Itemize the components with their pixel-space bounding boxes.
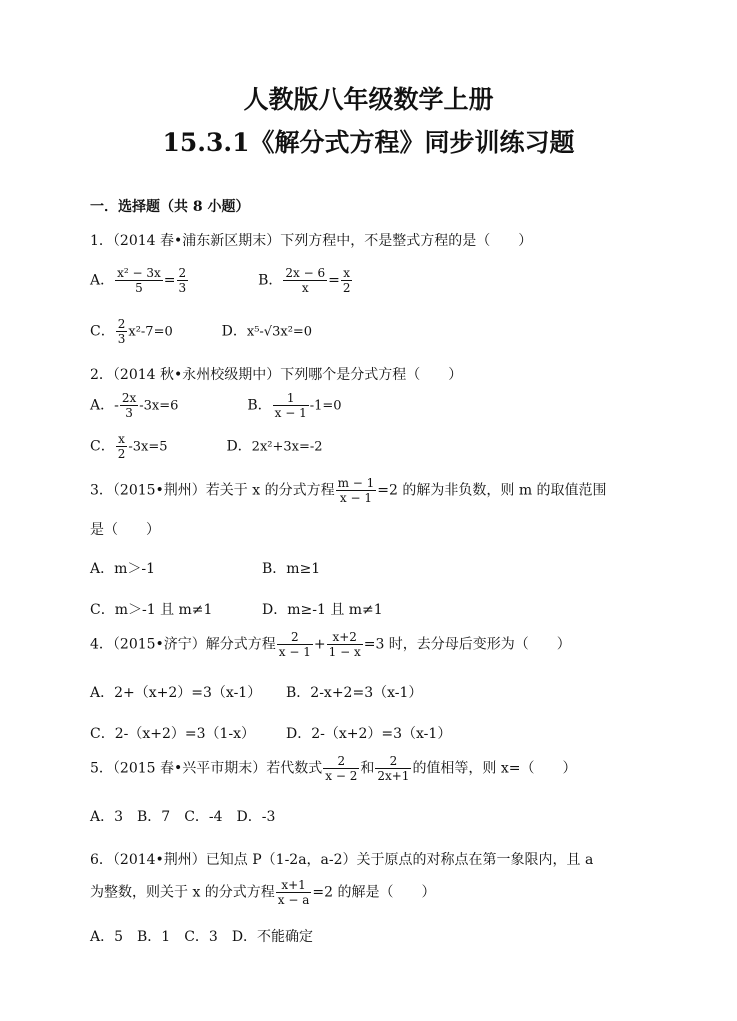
q4-option-d: D．2-（x+2）=3（x-1）: [286, 726, 452, 742]
q1-b-numerator2: x: [341, 266, 353, 281]
q2-c-numerator: x: [116, 432, 128, 447]
q4-option-b: B．2-x+2=3（x-1）: [286, 685, 423, 701]
q2-stem: 2．（2014 秋•永州校级期中）下列哪个是分式方程（ ）: [90, 367, 463, 383]
q5-denominator2: 2x+1: [377, 769, 410, 783]
q5-stem-post: 的值相等，则 x=（ ）: [412, 760, 577, 777]
q1-a-fraction2: [177, 266, 189, 295]
q1-c-rest: x²-7=0: [128, 324, 173, 340]
q2-a-denominator: 3: [125, 406, 133, 420]
document-title: 人教版八年级数学上册: [243, 85, 494, 114]
q1-c-label: C．: [90, 323, 115, 340]
q6-stem-post: =2 的解是（ ）: [312, 884, 436, 901]
q3-option-b: B．m≥1: [262, 561, 321, 577]
q1-a-eq: =: [163, 272, 176, 289]
q3-fraction: [336, 476, 377, 505]
q5-options: A．3 B．7 C．-4 D．-3: [90, 809, 276, 825]
q2-c-denominator: 2: [117, 447, 126, 461]
q1-a-denominator: 5: [135, 281, 143, 295]
q2-options-ab: [90, 391, 342, 420]
q6-stem-line1: 6．（2014•荆州）已知点 P（1-2a，a-2）关于原点的对称点在第一象限内，且 a: [90, 852, 594, 868]
document-subtitle: 15.3.1《解分式方程》同步训练习题: [162, 128, 575, 157]
q1-a-numerator2: 2: [178, 266, 187, 280]
q4-stem: [90, 630, 571, 659]
q4-option-a: A．2+（x+2）=3（x-1）: [90, 685, 262, 701]
q3-option-d: D．m≥-1 且 m≠1: [262, 602, 383, 618]
q2-b-denominator: x − 1: [274, 406, 307, 420]
q1-a-label: A．: [90, 272, 115, 289]
q4-options-ab: [90, 682, 422, 702]
q1-options-ab: [90, 266, 353, 295]
q1-b-denominator: x: [301, 281, 309, 295]
q1-b-eq: =: [328, 272, 340, 289]
q2-c-fraction: [116, 432, 128, 461]
q2-options-cd: [90, 432, 323, 461]
q1-d-text: x⁵-√3x²=0: [246, 324, 313, 340]
q1-c-fraction: [116, 317, 128, 346]
q2-c-rest: -3x=5: [128, 439, 168, 455]
q4-plus: +: [313, 636, 326, 653]
q1-c-denominator: 3: [117, 332, 126, 346]
q6-fraction: [276, 878, 312, 907]
q2-a-label: A．: [90, 397, 115, 414]
q1-a-numerator: x² − 3x: [117, 266, 161, 280]
q6-options: A．5 B．1 C．3 D．不能确定: [90, 929, 314, 945]
q5-stem: [90, 754, 577, 783]
q5-numerator1: 2: [323, 754, 359, 769]
q3-stem-post: =2 的解为非负数，则 m 的取值范围: [377, 482, 607, 499]
q3-option-c: C．m＞-1 且 m≠1: [90, 602, 213, 618]
q5-fraction2: [375, 754, 411, 783]
q3-numerator: m − 1: [337, 476, 375, 490]
q5-stem-pre: 5．（2015 春•兴平市期末）若代数式: [90, 760, 323, 777]
q4-options-cd: [90, 723, 451, 743]
q3-options-cd: [90, 599, 383, 619]
q3-option-a: A．m＞-1: [90, 561, 156, 577]
q3-options-ab: [90, 558, 320, 578]
q4-numerator2: x+2: [327, 630, 363, 645]
q6-numerator: x+1: [276, 878, 312, 893]
q3-denominator: x − 1: [339, 491, 372, 505]
section-heading: 一．选择题（共 8 小题）: [90, 199, 250, 215]
q6-denominator: x − a: [277, 893, 310, 907]
q2-d-label: D．: [226, 438, 252, 455]
q1-b-denominator2: 2: [342, 281, 351, 295]
q2-b-numerator: 1: [273, 391, 309, 406]
q1-d-label: D．: [221, 323, 247, 340]
q3-stem-line2: 是（ ）: [90, 522, 160, 538]
q4-stem-post: =3 时，去分母后变形为（ ）: [363, 636, 571, 653]
q2-a-fraction: [120, 391, 138, 420]
q5-numerator2: 2: [375, 754, 411, 769]
q3-stem-pre: 3．（2015•荆州）若关于 x 的分式方程: [90, 482, 335, 499]
q2-a-pre: -: [114, 397, 119, 414]
q4-fraction1: [277, 630, 313, 659]
q4-denominator2: 1 − x: [328, 645, 361, 659]
q1-a-fraction: [115, 266, 163, 295]
q3-stem: [90, 476, 607, 505]
q1-stem: 1．（2014 春•浦东新区期末）下列方程中，不是整式方程的是（ ）: [90, 233, 533, 249]
q6-stem-line2: [90, 878, 436, 907]
q5-denominator1: x − 2: [325, 769, 358, 783]
q2-b-label: B．: [247, 397, 272, 414]
q1-c-numerator: 2: [117, 317, 126, 331]
q1-a-denominator2: 3: [178, 281, 187, 295]
q2-a-numerator: 2x: [121, 391, 137, 405]
q2-c-label: C．: [90, 438, 115, 455]
q4-denominator1: x − 1: [278, 645, 311, 659]
q1-options-cd: [90, 317, 312, 346]
q2-b-fraction: [273, 391, 309, 420]
q1-b-fraction2: [341, 266, 353, 295]
q2-a-rest: -3x=6: [139, 398, 179, 414]
q5-mid: 和: [360, 760, 375, 777]
q6-stem-pre: 为整数，则关于 x 的分式方程: [90, 884, 275, 901]
q2-b-rest: -1=0: [309, 398, 342, 414]
q2-d-text: 2x²+3x=-2: [251, 439, 323, 455]
q1-b-fraction: [283, 266, 327, 295]
q4-option-c: C．2-（x+2）=3（1-x）: [90, 726, 256, 742]
q4-fraction2: [327, 630, 363, 659]
q4-stem-pre: 4．（2015•济宁）解分式方程: [90, 636, 276, 653]
q5-fraction1: [323, 754, 359, 783]
q1-b-numerator: 2x − 6: [285, 266, 326, 280]
q4-numerator1: 2: [277, 630, 313, 645]
q1-b-label: B．: [258, 272, 283, 289]
